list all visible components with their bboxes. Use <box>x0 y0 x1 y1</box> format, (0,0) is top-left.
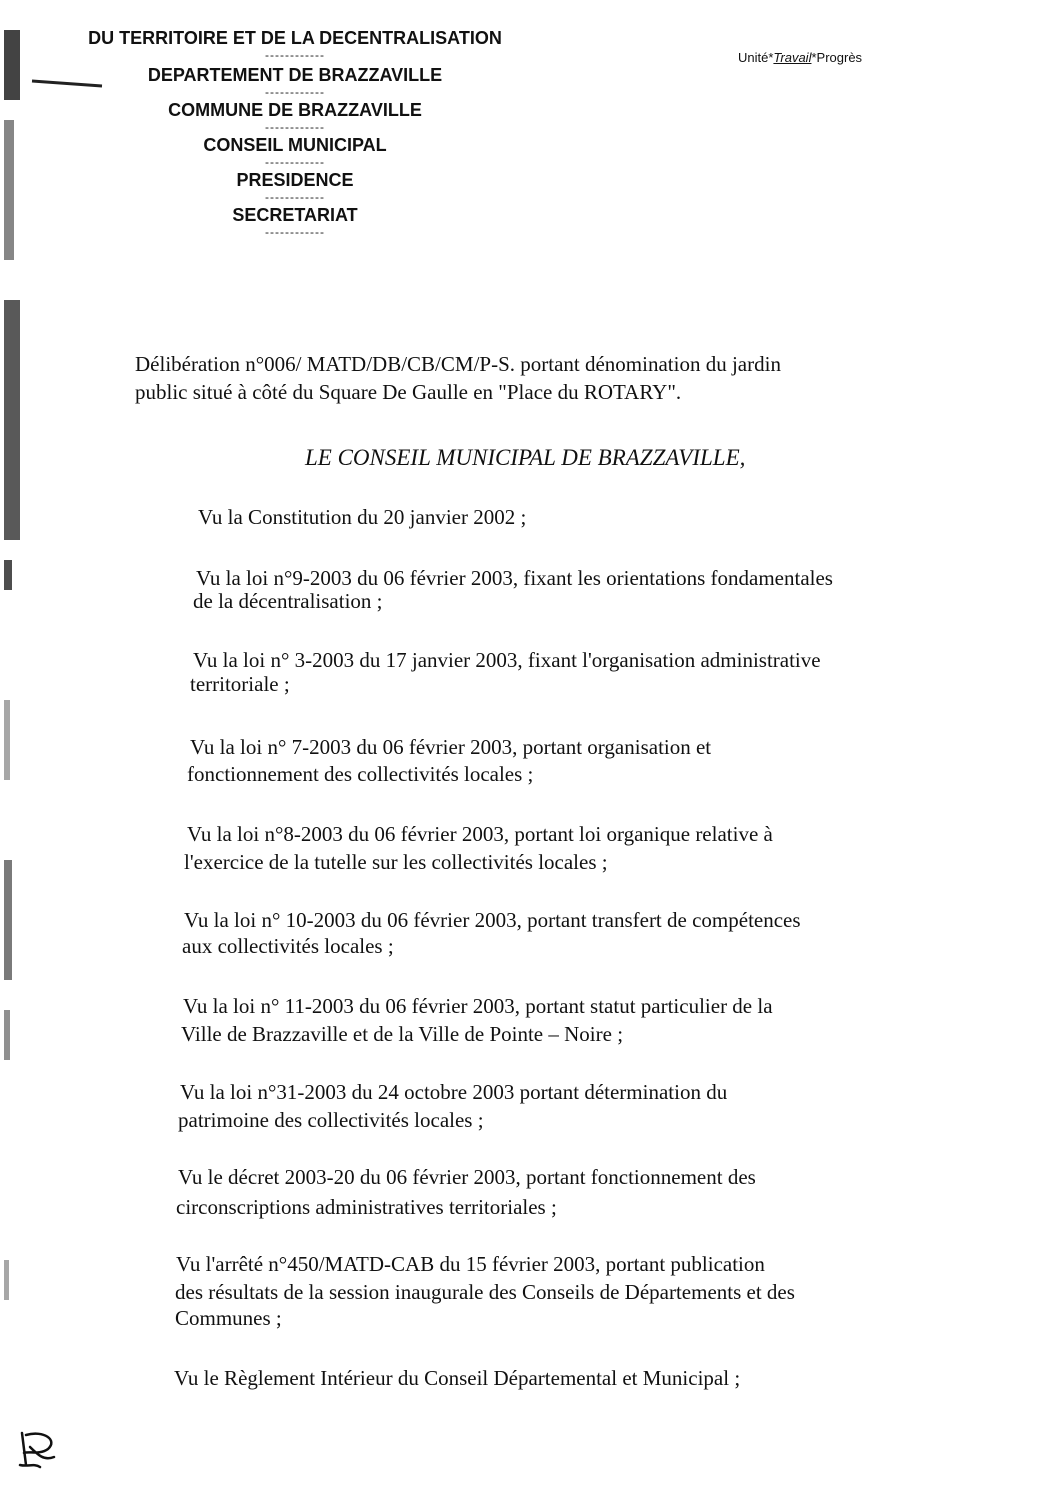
consideration-line: Vu l'arrêté n°450/MATD-CAB du 15 février 2003, portant publication <box>176 1252 765 1276</box>
scan-edge-artifacts <box>0 0 40 1497</box>
consideration-line: l'exercice de la tutelle sur les collectivités locales ; <box>184 850 608 874</box>
consideration-line: Communes ; <box>175 1306 282 1330</box>
consideration-line: patrimoine des collectivités locales ; <box>178 1108 484 1132</box>
initials-signature <box>14 1425 64 1470</box>
consideration-line: Vu la loi n° 7-2003 du 06 février 2003, portant organisation et <box>190 735 712 759</box>
header-separator: ------------ <box>265 190 325 204</box>
consideration-line: territoriale ; <box>190 672 290 696</box>
consideration-line: aux collectivités locales ; <box>182 934 394 958</box>
council-heading: LE CONSEIL MUNICIPAL DE BRAZZAVILLE, <box>305 445 746 470</box>
consideration-line: de la décentralisation ; <box>193 589 383 613</box>
ministry-line: DU TERRITOIRE ET DE LA DECENTRALISATION <box>88 28 502 48</box>
deliberation-title-line-1: Délibération n°006/ MATD/DB/CB/CM/P-S. portant dénomination du jardin <box>135 352 781 376</box>
header-separator: ------------ <box>265 120 325 134</box>
header-separator: ------------ <box>265 48 325 62</box>
consideration-line: Vu le Règlement Intérieur du Conseil Départemental et Municipal ; <box>174 1366 741 1390</box>
commune-line: COMMUNE DE BRAZZAVILLE <box>168 100 422 120</box>
department-line: DEPARTEMENT DE BRAZZAVILLE <box>147 65 443 85</box>
administrative-header <box>80 28 510 240</box>
presidence-line: PRESIDENCE <box>236 170 354 190</box>
consideration-line: Vu la Constitution du 20 janvier 2002 ; <box>198 505 527 529</box>
consideration-line: Vu la loi n° 10-2003 du 06 février 2003, portant transfert de compétences <box>184 908 801 932</box>
consideration-line: Vu la loi n° 3-2003 du 17 janvier 2003, fixant l'organisation administrative <box>193 648 821 672</box>
deliberation-title-line-2: public situé à côté du Square De Gaulle en "Place du ROTARY". <box>135 380 682 404</box>
consideration-line: Ville de Brazzaville et de la Ville de Pointe – Noire ; <box>181 1022 624 1046</box>
header-separator: ------------ <box>265 85 325 99</box>
consideration-line: Vu le décret 2003-20 du 06 février 2003, portant fonctionnement des <box>178 1165 756 1189</box>
header-separator: ------------ <box>265 225 325 239</box>
header-separator: ------------ <box>265 155 325 169</box>
motto-unite: Unité* <box>738 50 774 65</box>
consideration-line: Vu la loi n° 11-2003 du 06 février 2003, portant statut particulier de la <box>183 994 773 1018</box>
consideration-line: fonctionnement des collectivités locales ; <box>187 762 534 786</box>
secretariat-line: SECRETARIAT <box>232 205 358 225</box>
consideration-line: Vu la loi n°31-2003 du 24 octobre 2003 portant détermination du <box>180 1080 728 1104</box>
motto-progres: *Progrès <box>811 50 863 65</box>
consideration-line: Vu la loi n°9-2003 du 06 février 2003, fixant les orientations fondamentales <box>196 566 833 590</box>
motto-travail: Travail <box>773 50 812 65</box>
consideration-line: des résultats de la session inaugurale des Conseils de Départements et des <box>175 1280 795 1304</box>
council-line: CONSEIL MUNICIPAL <box>203 135 387 155</box>
national-motto <box>738 50 862 65</box>
consideration-line: circonscriptions administratives territoriales ; <box>176 1195 557 1219</box>
consideration-line: Vu la loi n°8-2003 du 06 février 2003, portant loi organique relative à <box>187 822 773 846</box>
